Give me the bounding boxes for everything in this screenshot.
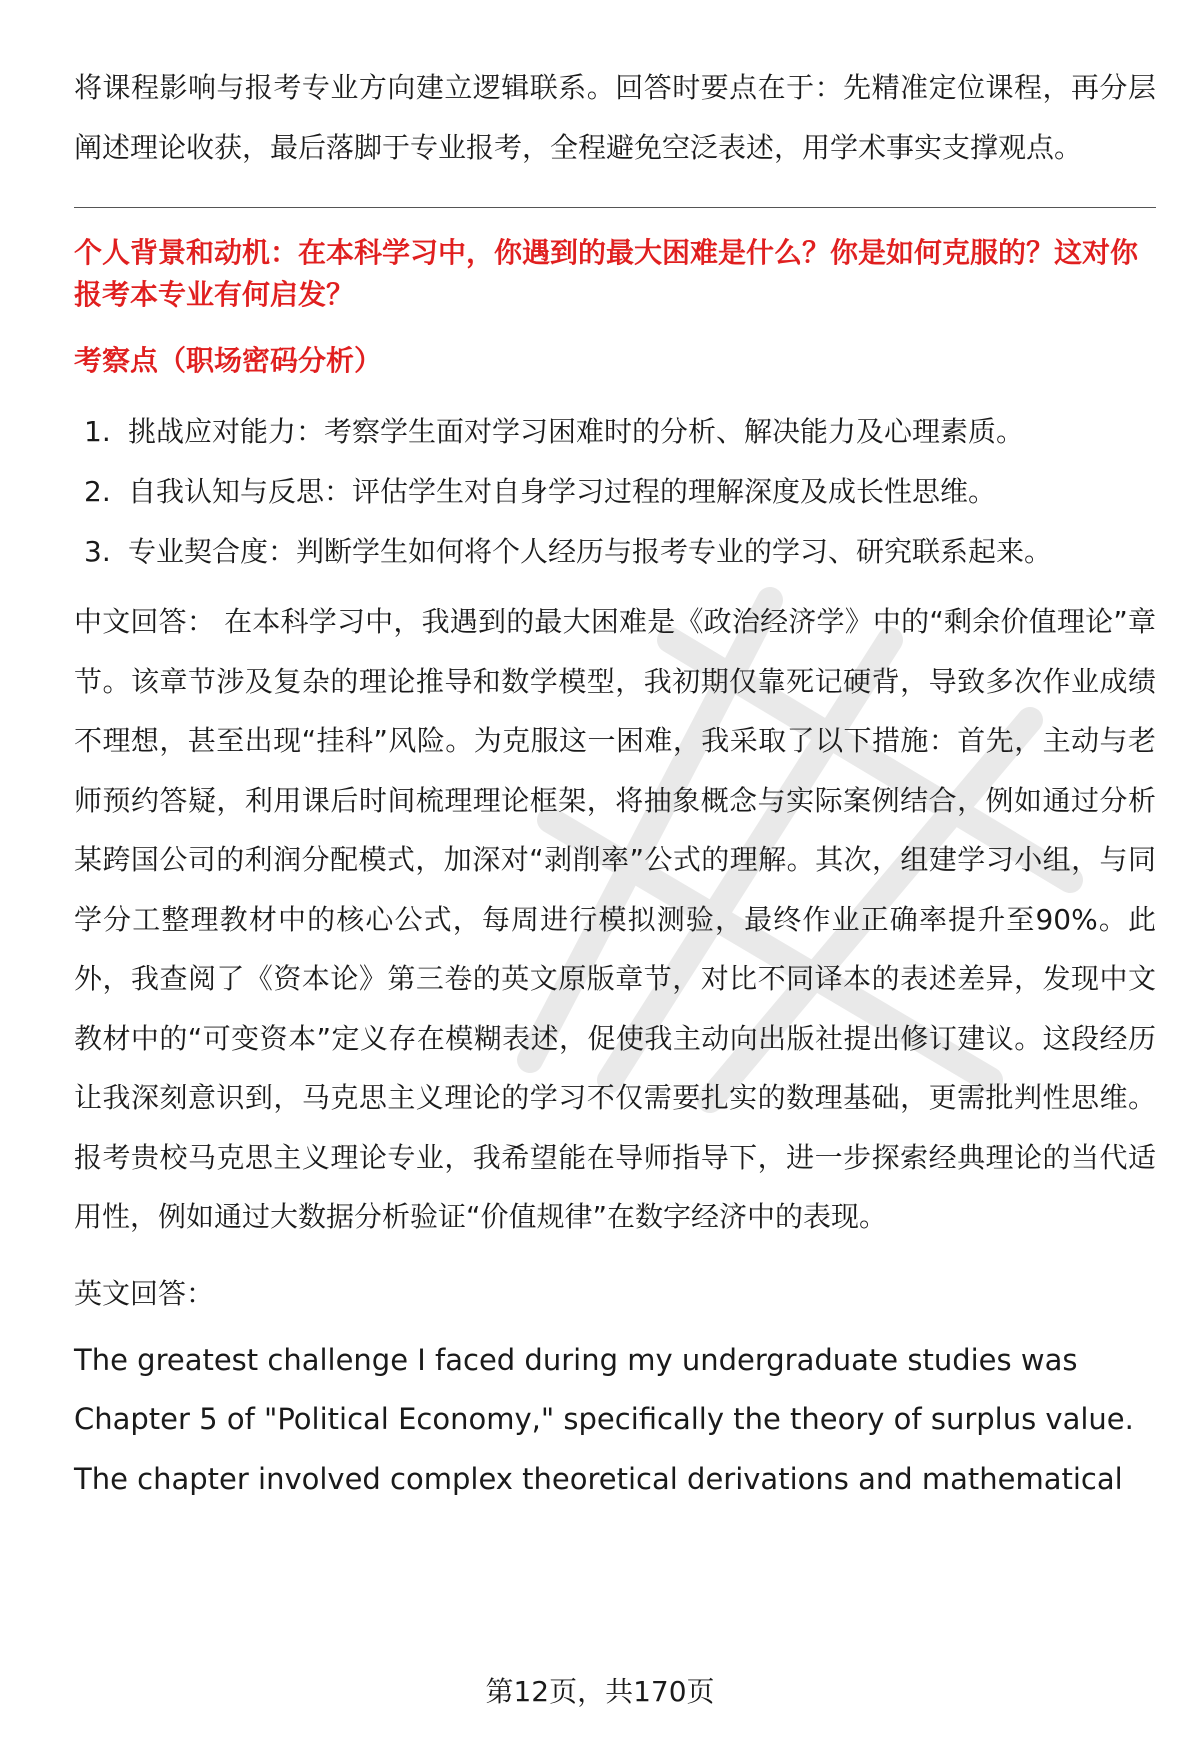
intro-paragraph: 将课程影响与报考专业方向建立逻辑联系。回答时要点在于：先精准定位课程，再分层阐述理论收获，最后落脚于专业报考，全程避免空泛表述，用学术事实支撑观点。 xyxy=(74,71,1156,164)
english-answer-label: 英文回答： xyxy=(74,1276,215,1310)
page-content xyxy=(74,58,1156,1509)
list-item-text: 挑战应对能力：考察学生面对学习困难时的分析、解决能力及心理素质。 xyxy=(128,415,1025,448)
page-number-footer: 第12页，共170页 xyxy=(485,1675,715,1708)
list-item-text: 专业契合度：判断学生如何将个人经历与报考专业的学习、研究联系起来。 xyxy=(128,535,1053,568)
chinese-answer: 中文回答： 在本科学习中，我遇到的最大困难是《政治经济学》中的“剩余价值理论”章节。该章节涉及复杂的理论推导和数学模型，我初期仅靠死记硬背，导致多次作业成绩不理想，甚至出现“挂科”风险。为克服这一困难，我采取了以下措施：首先，主动与老师预约答疑，利用课后时间梳理理论框架，将抽象概念与实际案例结合，例如通过分析某跨国公司的利润分配模式，加深对“剥削率”公式的理解。其次，组建学习小组，与同学分工整理教材中的核心公式，每周进行模拟测验，最终作业正确率提升至90%。此外，我查阅了《资本论》第三卷的英文原版章节，对比不同译本的表述差异，发现中文教材中的“可变资本”定义存在模糊表述，促使我主动向出版社提出修订建议。这段经历让我深刻意识到，马克思主义理论的学习不仅需要扎实的数理基础，更需批判性思维。报考贵校马克思主义理论专业，我希望能在导师指导下，进一步探索经典理论的当代适用性，例如通过大数据分析验证“价值规律”在数字经济中的表现。 xyxy=(74,605,1156,1233)
list-item-number: 3. xyxy=(84,535,111,568)
english-answer-line: The chapter involved complex theoretical derivations and mathematical xyxy=(74,1461,1123,1496)
list-item xyxy=(84,402,1156,462)
list-item-text: 自我认知与反思：评估学生对自身学习过程的理解深度及成长性思维。 xyxy=(128,475,997,508)
english-answer-line: The greatest challenge I faced during my undergraduate studies was xyxy=(74,1342,1078,1377)
list-item xyxy=(84,522,1156,582)
question-heading: 个人背景和动机：在本科学习中，你遇到的最大困难是什么？你是如何克服的？这对你报考本专业有何启发？ xyxy=(74,236,1139,311)
english-answer-line: Chapter 5 of "Political Economy," specifically the theory of surplus value. xyxy=(74,1402,1134,1436)
examine-heading: 考察点（职场密码分析） xyxy=(74,344,383,377)
list-item-number: 2. xyxy=(84,475,111,508)
list-item-number: 1. xyxy=(84,415,111,448)
examine-points-list xyxy=(74,402,1156,582)
list-item xyxy=(84,462,1156,522)
section-divider xyxy=(74,207,1156,208)
